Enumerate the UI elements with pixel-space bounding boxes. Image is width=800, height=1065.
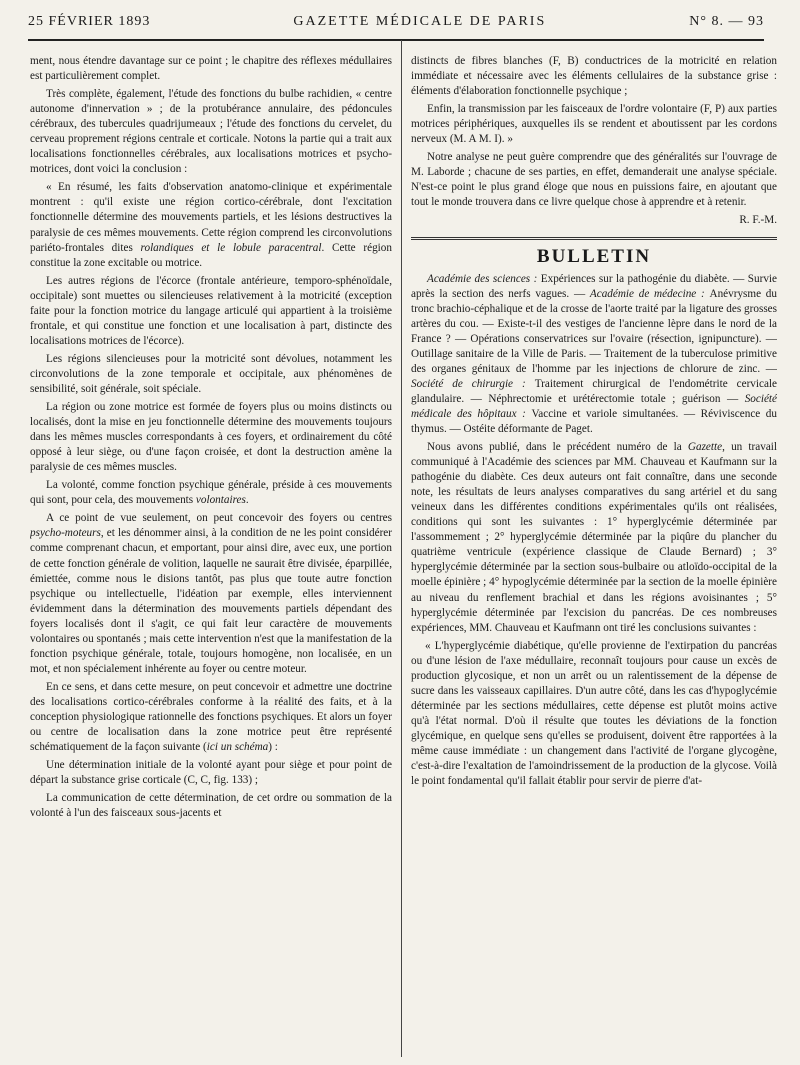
paragraph: Une détermination initiale de la volonté ayant pour siège et pour point de départ la substance grise corticale (C, C, fig. 133) ; — [30, 759, 392, 787]
left-column — [30, 54, 392, 1051]
paragraph: La communication de cette détermination, de cet ordre ou sommation de la volonté à l'un des faisceaux sous-jacents et — [30, 792, 392, 820]
masthead — [28, 14, 764, 40]
issue-number: N° 8. — 93 — [689, 14, 764, 29]
journal-title: GAZETTE MÉDICALE DE PARIS — [293, 14, 547, 29]
paragraph: Les régions silencieuses pour la motricité sont dévolues, notamment les circonvolutions de la zone temporale et occipitale, aux phénomènes de sensibilité, soit générale, soit spéciale. — [30, 352, 392, 395]
paragraph: Notre analyse ne peut guère comprendre que des généralités sur l'ouvrage de M. Laborde ; chacune de ses parties, en effet, demanderait une analyse spéciale. N'est-ce point le plus grand éloge que nous en puissions faire, en ajoutant que tout le monde trouvera dans ce livre quelque chose à apprendre et à retenir. — [411, 151, 777, 209]
paragraph: Nous avons publié, dans le précédent numéro de la Gazette, un travail communiqué à l'Académie des sciences par MM. Chauveau et Kaufmann sur la pathogénie du diabète. Ces deux auteurs ont fait connaître, dans une seconde note, les résultats de leurs analyses comparatives du sang artériel et du sang veineux dans les différentes conditions expérimentales qu'ils ont réalisées, conditions qui sont les suivantes : 1° hyperglycémie déterminée par l'assommement ; 2° hyperglycémie déterminée par la piqûre du plancher du quatrième ventricule (expérience classique de Claude Bernard) ; 3° hyperglycémie déterminée par la section sous-bulbaire ou atloïdo-occipital de la moelle épinière ; 4° hypoglycémie déterminée par la section de la moelle épinière au niveau du renflement brachial et dans les régions avoisinantes ; 5° hyperglycémie déterminée par l'excision du pancréas. De ces nombreuses expériences, MM. Chauveau et Kaufmann ont tiré les conclusions suivantes : — [411, 441, 777, 634]
paragraph: « En résumé, les faits d'observation anatomo-clinique et expérimentale montrent : qu'il existe une région cortico-cérébrale, dont l'excitation fonctionnelle détermine des mouvements partiels, et les lésions destructives la paralysie de ces mêmes mouvements. Cette région comprend les circonvolutions pariéto-frontales dites rolandiques et le lobule paracentral. Cette région constitue la zone excitable ou motrice. — [30, 181, 392, 269]
paragraph: En ce sens, et dans cette mesure, on peut concevoir et admettre une doctrine des localisations cortico-cérébrales conforme à la réalité des faits, et à la conception physiologique rationnelle des fonctions psychiques. Et alors un foyer ou centre de localisation dans la zone motrice peut être représenté schématiquement de la façon suivante (ici un schéma) : — [30, 680, 392, 754]
section-rule — [411, 237, 777, 240]
paragraph: Très complète, également, l'étude des fonctions du bulbe rachidien, « centre autonome d'innervation » ; de la protubérance annulaire, des pédoncules cérébraux, des tubercules quadrijumeaux ; l'étude des fonctions du cervelet, du cerveau proprement régions centrale et corticale. Notons la partie qui a trait aux localisations fonctionnelles cérébrales, aux localisations motrices et psycho-motrices, dont voici la conclusion : — [30, 88, 392, 176]
bulletin-summary: Académie des sciences : Expériences sur la pathogénie du diabète. — Survie après la section des nerfs vagues. — Académie de médecine : Anévrysme du tronc brachio-céphalique et de la crosse de l'aorte traité par la ligature des grosses artères du cou. — Existe-t-il des vestiges de l'ancienne lèpre dans le nord de la France ? — Opérations conservatrices sur l'ovaire (résection, ignipuncture). — Outillage sanitaire de la Ville de Paris. — Traitement de la tuberculose primitive des organes génitaux de l'homme par les injections de chlorure de zinc. — Société de chirurgie : Traitement chirurgical de l'endométrite cervicale glandulaire. — Néphrectomie et urétérectomie totale ; guérison — Société médicale des hôpitaux : Vaccine et variole simultanées. — Réviviscence du thymus. — Ostéite déformante de Paget. — [411, 272, 777, 435]
paragraph: La région ou zone motrice est formée de foyers plus ou moins distincts ou localisés, dont la mise en jeu fonctionnelle détermine des mouvements toujours dans les mêmes muscles correspondants à ces foyers, et ordinairement du côté opposé à leur siège, ou d'une façon croisée, et dont la destruction amène la paralysie de ces mêmes muscles. — [30, 401, 392, 474]
paragraph: A ce point de vue seulement, on peut concevoir des foyers ou centres psycho-moteurs, et les dénommer ainsi, à la condition de ne les point considérer comme comprenant chacun, et emportant, pour ainsi dire, avec eux, une portion de cette fonction générale de volition, laquelle ne saurait être divisée, éparpillée, émiettée, comme nous le disions tantôt, pas plus que toute autre fonction psychique ou intellectuelle, l'idéation par exemple, elles interviennent évidemment dans la détermination des mouvements partiels dépendant des foyers localisés dont il s'agit, ce qui fait leur caractère de mouvements volontaires ou spontanés ; mais cette intervention n'est que la manifestation de la fonction psychique générale, totale, toujours homogène, non localisée, en un mot, et non spécialement inhérente au foyer ou centre moteur. — [30, 512, 392, 675]
paragraph: Enfin, la transmission par les faisceaux de l'ordre volontaire (F, P) aux parties motrices périphériques, auxquelles ils se rendent et aboutissent par les cordons nerveux (M. A M. I). » — [411, 103, 777, 146]
masthead-rule — [28, 39, 764, 41]
paragraph: ment, nous étendre davantage sur ce point ; le chapitre des réflexes médullaires est particulièrement complet. — [30, 55, 392, 83]
bulletin-heading: BULLETIN — [536, 245, 652, 267]
column-divider — [401, 40, 402, 1057]
signature: R. F.-M. — [739, 214, 777, 227]
paragraph: La volonté, comme fonction psychique générale, préside à ces mouvements qui sont, pour cela, des mouvements volontaires. — [30, 479, 392, 507]
issue-date: 25 FÉVRIER 1893 — [28, 14, 151, 29]
paragraph: « L'hyperglycémie diabétique, qu'elle provienne de l'extirpation du pancréas ou d'une lésion de l'axe médullaire, reconnaît toujours pour cause un excès de production glycosique, et non un arrêt ou un ralentissement de la dépense de sucre dans les vaisseaux capillaires. D'un autre côté, dans les cas d'hypoglycémie déterminée par les sections médullaires, cette dépense est plutôt moins active qu'à l'état normal. D'où il résulte que toutes les déviations de la fonction glycémique, en quelque sens qu'elles se produisent, doivent être rapportées à la même cause immédiate : un changement dans l'activité de l'organe glycogène, c'est-à-dire l'exaltation de l'amoindrissement de la production de la glycose. Voilà le point fondamental qu'il fallait établir pour servir de pierre d'at- — [411, 639, 777, 788]
right-column — [411, 54, 777, 1051]
paragraph: distincts de fibres blanches (F, B) conductrices de la motricité en relation immédiate et nécessaire avec les éléments cellulaires de la substance grise : éléments d'élaboration fonctionnelle psychique ; — [411, 55, 777, 98]
paragraph: Les autres régions de l'écorce (frontale antérieure, temporo-sphénoïdale, occipitale) sont muettes ou silencieuses relativement à la motricité (exception faite pour la fonction motrice du langage articulé qui appartient à la troisième frontale, et qui constitue une fonction et une localisation à part, distincte des localisations motrices de l'écorce). — [30, 274, 392, 347]
